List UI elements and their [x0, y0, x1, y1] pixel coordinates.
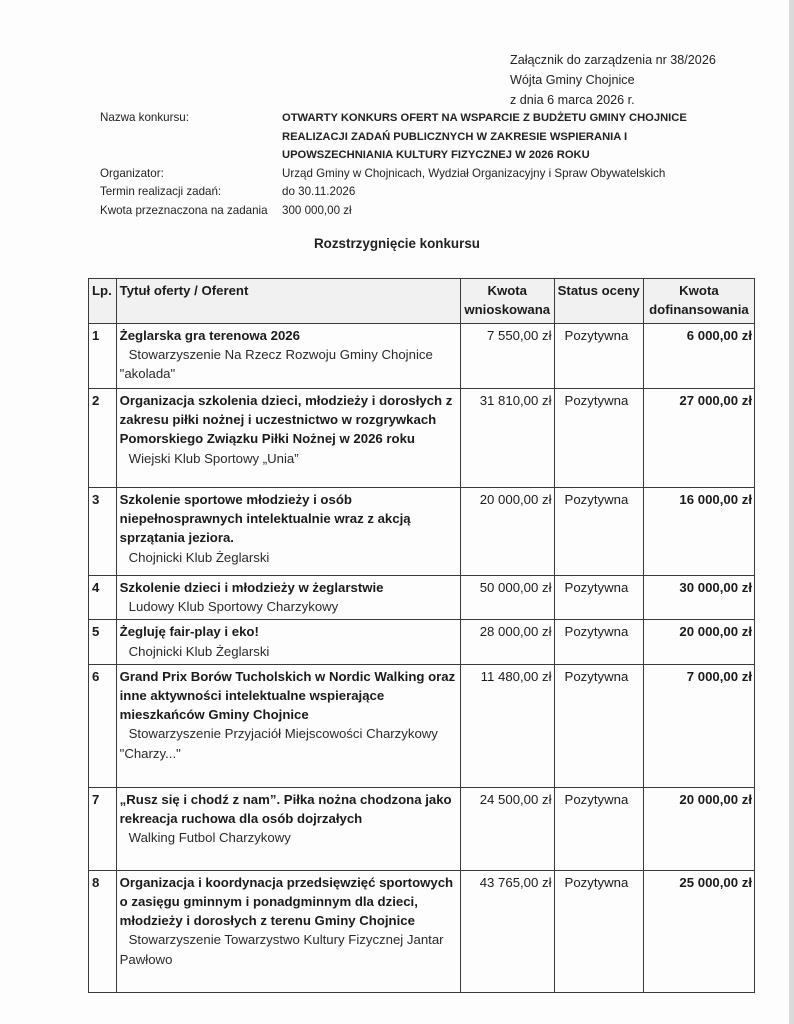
offer-cell: [116, 389, 460, 488]
evaluation-status: Pozytywna: [554, 870, 643, 992]
offer-cell: [116, 576, 460, 620]
granted-amount: 30 000,00 zł: [643, 576, 754, 620]
evaluation-status: Pozytywna: [554, 787, 643, 870]
offer-cell: [116, 324, 460, 389]
offer-title: „Rusz się i chodź z nam”. Piłka nożna chodzona jako rekreacja ruchowa dla osób dojrzałych: [119, 791, 452, 827]
offer-organization: Wiejski Klub Sportowy „Unia”: [128, 450, 299, 466]
granted-amount: 16 000,00 zł: [643, 488, 754, 576]
offer-organization: Stowarzyszenie Na Rzecz Rozwoju Gminy Chojnice "akolada": [119, 347, 433, 382]
organizer-label: Organizator:: [100, 166, 164, 180]
offer-title: Szkolenie sportowe młodzieży i osób niepełnosprawnych intelektualnie wraz z akcją sprzątania jeziora.: [119, 492, 411, 546]
table-row: [89, 620, 755, 664]
contest-name-value: OTWARTY KONKURS OFERT NA WSPARCIE Z BUDŻETU GMINY CHOJNICE REALIZACJI ZADAŃ PUBLICZNYCH W ZAKRESIE WSPIERANIA I UPOWSZECHNIANIA KULTURY FIZYCZNEJ W 2026 ROKU: [282, 112, 687, 161]
budget-label: Kwota przeznaczona na zadania: [100, 203, 268, 217]
offer-organization: Stowarzyszenie Towarzystwo Kultury Fizycznej Jantar Pawłowo: [119, 932, 444, 967]
section-title: Rozstrzygnięcie konkursu: [314, 236, 480, 251]
offer-title: Żegluję fair-play i eko!: [119, 624, 259, 640]
deadline-value: do 30.11.2026: [282, 185, 356, 198]
offer-cell: [116, 787, 460, 870]
annex-header: [510, 50, 716, 110]
contest-name-row: [100, 109, 742, 165]
row-number: 5: [89, 620, 117, 664]
granted-amount: 27 000,00 zł: [643, 389, 754, 488]
evaluation-status: Pozytywna: [554, 324, 643, 389]
offer-title: Organizacja szkolenia dzieci, młodzieży i dorosłych z zakresu piłki nożnej i uczestnictwo w rozgrywkach Pomorskiego Związku Piłki Nożnej w 2026 roku: [119, 393, 453, 447]
offer-organization: Chojnicki Klub Żeglarski: [128, 643, 270, 659]
contest-name-label: Nazwa konkursu:: [100, 111, 189, 124]
table-row: [89, 324, 755, 389]
table-row: [89, 787, 755, 870]
organizer-row: [100, 165, 742, 184]
requested-amount: 31 810,00 zł: [460, 389, 554, 488]
table-header-row: [89, 279, 755, 324]
granted-amount: 20 000,00 zł: [643, 620, 754, 664]
offer-cell: [116, 620, 460, 664]
row-number: 1: [89, 324, 117, 389]
row-number: 4: [89, 576, 117, 620]
table-row: [89, 664, 755, 787]
offer-cell: [116, 664, 460, 787]
results-table: [88, 278, 755, 993]
offer-title: Grand Prix Borów Tucholskich w Nordic Walking oraz inne aktywności intelektualne wspierające mieszkańców Gminy Chojnice: [119, 668, 456, 723]
annex-line-1: Załącznik do zarządzenia nr 38/2026: [510, 53, 716, 67]
offer-title: Organizacja i koordynacja przedsięwzięć sportowych o zasięgu gminnym i ponadgminnym dla dzieci, młodzieży i dorosłych z terenu Gminy Chojnice: [119, 874, 454, 929]
requested-amount: 50 000,00 zł: [460, 576, 554, 620]
page-edge: [789, 0, 794, 1024]
requested-amount: 11 480,00 zł: [460, 664, 554, 787]
offer-organization: Ludowy Klub Sportowy Charzykowy: [128, 599, 339, 615]
row-number: 2: [89, 389, 117, 488]
granted-amount: 20 000,00 zł: [643, 787, 754, 870]
table-row: [89, 488, 755, 576]
offer-organization: Walking Futbol Charzykowy: [128, 830, 291, 846]
table-row: [89, 576, 755, 620]
budget-value: 300 000,00 zł: [282, 203, 352, 217]
evaluation-status: Pozytywna: [554, 576, 643, 620]
row-number: 8: [89, 870, 117, 992]
evaluation-status: Pozytywna: [554, 664, 643, 787]
deadline-row: [100, 183, 742, 202]
header-status: Status oceny: [554, 279, 643, 324]
granted-amount: 6 000,00 zł: [643, 324, 754, 389]
evaluation-status: Pozytywna: [554, 389, 643, 488]
budget-row: [100, 202, 742, 221]
row-number: 6: [89, 664, 117, 787]
row-number: 7: [89, 787, 117, 870]
offer-cell: [116, 488, 460, 576]
granted-amount: 25 000,00 zł: [643, 870, 754, 992]
deadline-label: Termin realizacji zadań:: [100, 185, 222, 198]
row-number: 3: [89, 488, 117, 576]
requested-amount: 7 550,00 zł: [460, 324, 554, 389]
offer-organization: Chojnicki Klub Żeglarski: [128, 549, 270, 565]
offer-cell: [116, 870, 460, 992]
offer-title: Żeglarska gra terenowa 2026: [119, 328, 300, 343]
requested-amount: 24 500,00 zł: [460, 787, 554, 870]
organizer-value: Urząd Gminy w Chojnicach, Wydział Organizacyjny i Spraw Obywatelskich: [282, 166, 666, 180]
table-row: [89, 870, 755, 992]
offer-title: Szkolenie dzieci i młodzieży w żeglarstwie: [119, 580, 384, 595]
requested-amount: 28 000,00 zł: [460, 620, 554, 664]
annex-line-2: Wójta Gminy Chojnice: [510, 73, 635, 87]
requested-amount: 20 000,00 zł: [460, 488, 554, 576]
evaluation-status: Pozytywna: [554, 488, 643, 576]
evaluation-status: Pozytywna: [554, 620, 643, 664]
requested-amount: 43 765,00 zł: [460, 870, 554, 992]
contest-info: [100, 109, 742, 220]
annex-line-3: z dnia 6 marca 2026 r.: [510, 93, 635, 107]
table-row: [89, 389, 755, 488]
header-lp: Lp.: [89, 279, 117, 324]
header-title: Tytuł oferty / Oferent: [116, 279, 460, 324]
header-requested: Kwota wnioskowana: [460, 279, 554, 324]
offer-organization: Stowarzyszenie Przyjaciół Miejscowości Charzykowy "Charzy...": [119, 726, 438, 761]
granted-amount: 7 000,00 zł: [643, 664, 754, 787]
header-granted: Kwota dofinansowania: [643, 279, 754, 324]
